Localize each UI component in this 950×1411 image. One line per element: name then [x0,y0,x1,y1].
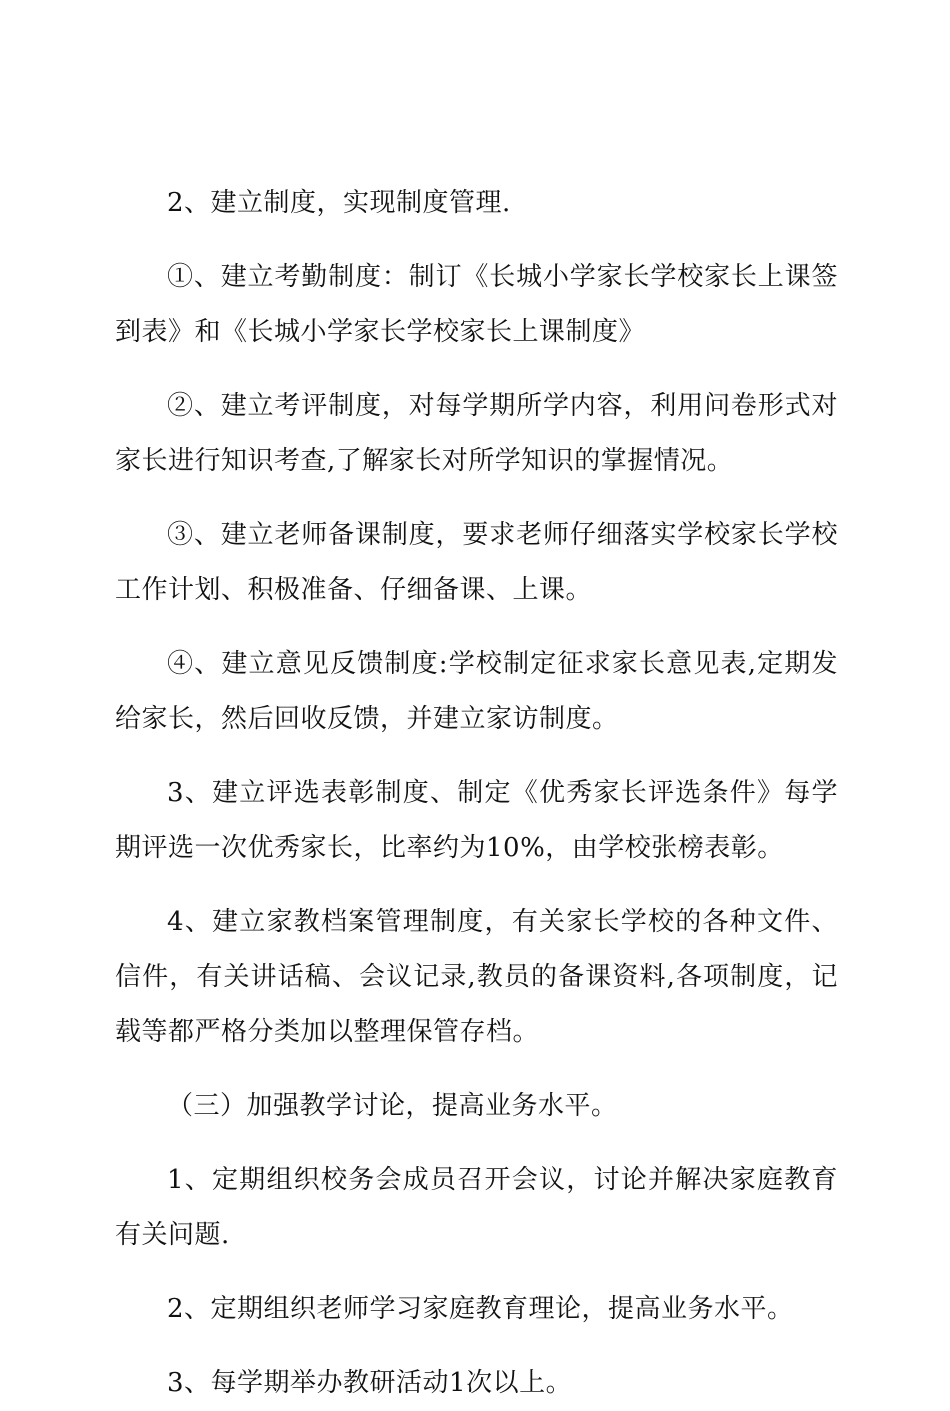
document-page [115,176,838,1411]
paragraph-teacher-study: 2、定期组织老师学习家庭教育理论，提高业务水平。 [167,1294,794,1324]
paragraph-award-system: 3、建立评选表彰制度、制定《优秀家长评选条件》每学期评选一次优秀家长，比率约为10%，由学校张榜表彰。 [115,778,838,863]
paragraph-evaluation-system: ②、建立考评制度，对每学期所学内容，利用问卷形式对家长进行知识考查,了解家长对所学知识的掌握情况。 [115,391,838,476]
paragraph-attendance-system: ①、建立考勤制度：制订《长城小学家长学校家长上课签到表》和《长城小学家长学校家长上课制度》 [115,262,838,347]
paragraph-feedback-system: ④、建立意见反馈制度:学校制定征求家长意见表,定期发给家长，然后回收反馈，并建立家访制度。 [115,649,838,734]
paragraph-research-activities: 3、每学期举办教研活动1次以上。 [167,1368,573,1398]
section-heading-teaching-discussion: （三）加强教学讨论，提高业务水平。 [167,1091,618,1121]
paragraph-school-meetings: 1、定期组织校务会成员召开会议，讨论并解决家庭教育有关问题. [115,1165,838,1250]
paragraph-lesson-prep-system: ③、建立老师备课制度，要求老师仔细落实学校家长学校工作计划、积极准备、仔细备课、上课。 [115,520,838,605]
paragraph-system-management: 2、建立制度，实现制度管理. [167,188,511,218]
paragraph-archive-system: 4、建立家教档案管理制度，有关家长学校的各种文件、信件，有关讲话稿、会议记录,教员的备课资料,各项制度，记载等都严格分类加以整理保管存档。 [115,907,838,1047]
